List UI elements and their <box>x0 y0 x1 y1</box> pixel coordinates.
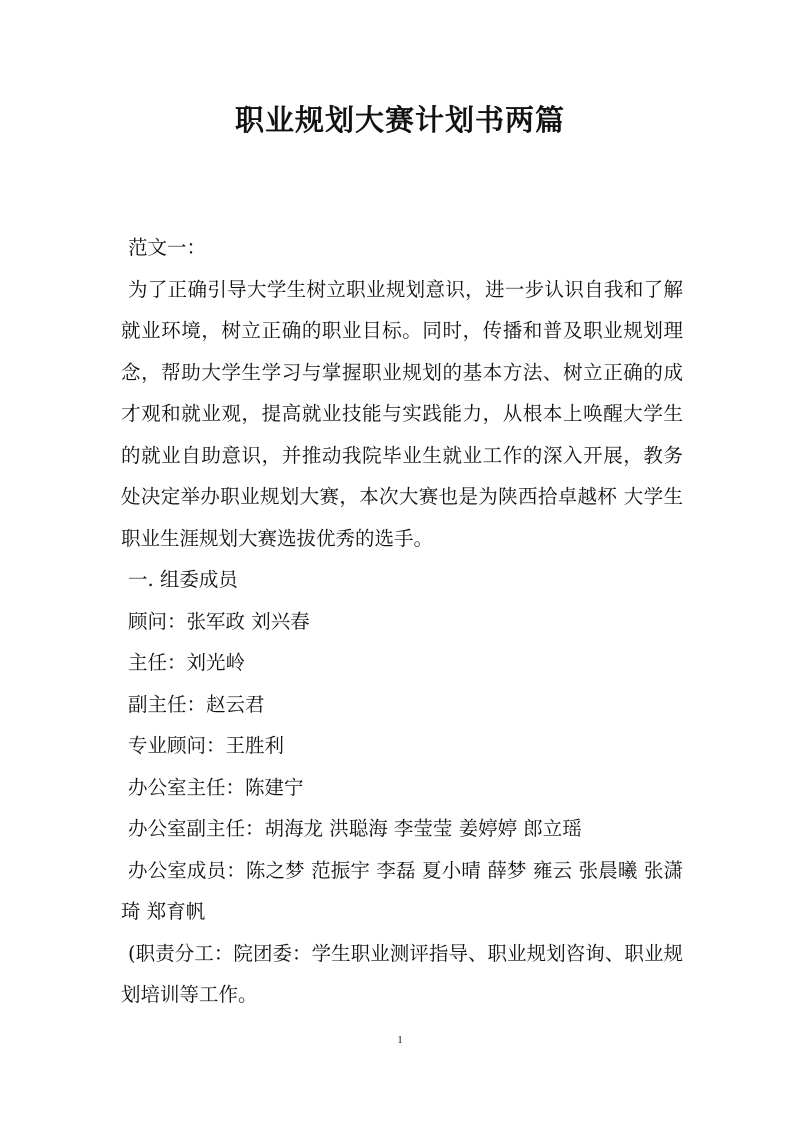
paragraph-office-deputy-directors: 办公室副主任：胡海龙 洪聪海 李莹莹 姜婷婷 郎立瑶 <box>128 817 582 840</box>
paragraph-director: 主任：刘光岭 <box>128 651 246 674</box>
paragraph-deputy-director: 副主任：赵云君 <box>128 692 265 716</box>
document-title: 职业规划大赛计划书两篇 <box>234 103 565 137</box>
paragraph-office-members: 办公室成员：陈之梦 范振宇 李磊 夏小晴 薛梦 雍云 张晨曦 张潇琦 郑育帆 <box>121 858 683 923</box>
paragraph-professional-advisor: 专业顾问：王胜利 <box>128 734 285 757</box>
paragraph-responsibilities: (职责分工：院团委：学生职业测评指导、职业规划咨询、职业规划培训等工作。 <box>121 941 683 1006</box>
paragraph-purpose: 为了正确引导大学生树立职业规划意识，进一步认识自我和了解就业环境，树立正确的职业目标。同时，传播和普及职业规划理念，帮助大学生学习与掌握职业规划的基本方法、树立正确的成才观和就业观，提高就业技能与实践能力，从根本上唤醒大学生的就业自助意识，并推动我院毕业生就业工作的深入开展，教务处决定举办职业规划大赛，本次大赛也是为陕西拾卓越杯 大学生职业生涯规划大赛选拔优秀的选手。 <box>121 277 683 550</box>
paragraph-intro-label: 范文一： <box>128 236 207 259</box>
paragraph-section-heading: 一. 组委成员 <box>128 568 238 591</box>
paragraph-advisors: 顾问：张军政 刘兴春 <box>128 609 310 633</box>
paragraph-office-director: 办公室主任：陈建宁 <box>128 775 304 799</box>
document-body <box>121 227 683 1016</box>
page-number: 1 <box>397 1034 403 1046</box>
